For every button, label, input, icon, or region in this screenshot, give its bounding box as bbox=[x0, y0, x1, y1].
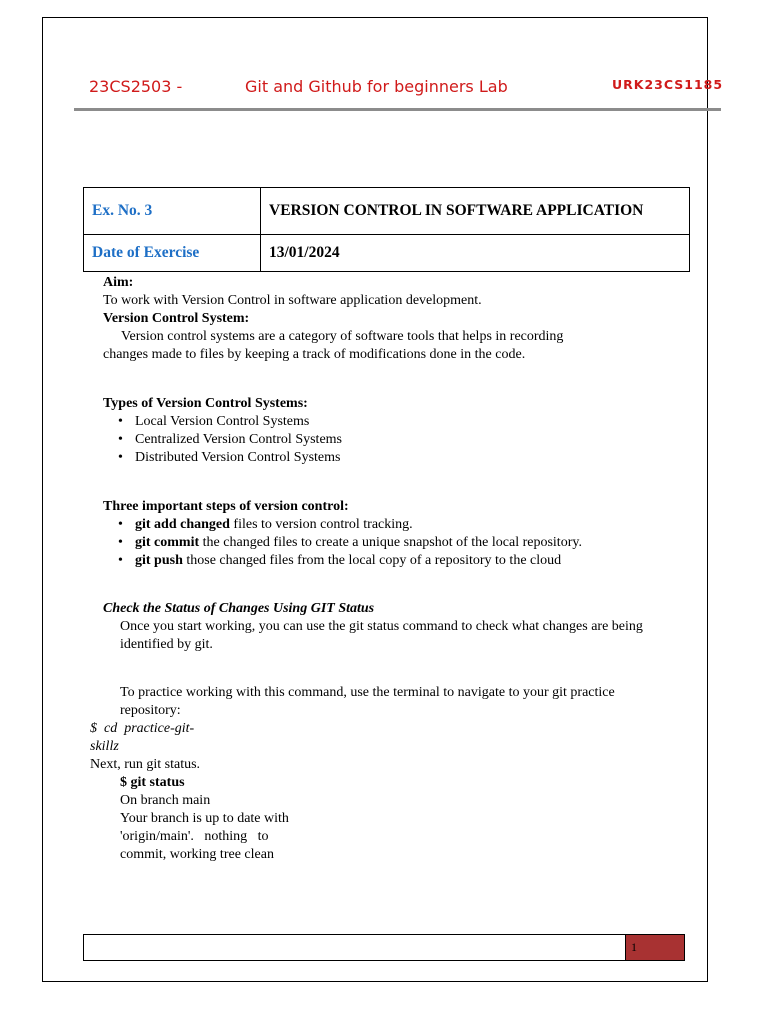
status-output-line2: Your branch is up to date with bbox=[120, 811, 289, 826]
status-p1-line2: identified by git. bbox=[120, 637, 213, 652]
status-heading: Check the Status of Changes Using GIT Status bbox=[103, 601, 375, 616]
status-p2-line1: To practice working with this command, use the terminal to navigate to your git practice bbox=[120, 685, 615, 700]
list-item: • git add changed files to version control tracking. bbox=[118, 517, 413, 532]
date-value: 13/01/2024 bbox=[261, 235, 690, 272]
course-title: Git and Github for beginners Lab bbox=[245, 77, 508, 96]
status-p2-line2: repository: bbox=[120, 703, 181, 718]
aim-text: To work with Version Control in software application development. bbox=[103, 293, 482, 308]
table-row bbox=[84, 188, 690, 235]
vcs-line1: Version control systems are a category of software tools that helps in recording bbox=[121, 329, 564, 344]
git-status-command: $ git status bbox=[120, 775, 185, 790]
list-item: • git commit the changed files to create a unique snapshot of the local repository. bbox=[118, 535, 582, 550]
bullet-icon: • bbox=[118, 432, 123, 447]
bullet-icon: • bbox=[118, 414, 123, 429]
date-label: Date of Exercise bbox=[84, 235, 261, 272]
ex-title: VERSION CONTROL IN SOFTWARE APPLICATION bbox=[261, 188, 690, 235]
ex-label: Ex. No. 3 bbox=[84, 188, 261, 235]
list-item: • Local Version Control Systems bbox=[118, 414, 310, 429]
aim-heading: Aim: bbox=[103, 275, 134, 290]
vcs-line2: changes made to files by keeping a track of modifications done in the code. bbox=[103, 347, 526, 362]
page-number: 1 bbox=[625, 935, 684, 960]
bullet-icon: • bbox=[118, 553, 123, 568]
status-output-line3: 'origin/main'. nothing to bbox=[120, 829, 269, 844]
bullet-icon: • bbox=[118, 450, 123, 465]
exercise-table bbox=[83, 187, 690, 272]
list-item: • git push those changed files from the local copy of a repository to the cloud bbox=[118, 553, 562, 568]
status-p1-line1: Once you start working, you can use the git status command to check what changes are being bbox=[120, 619, 643, 634]
header-rule bbox=[74, 108, 721, 111]
next-step-text: Next, run git status. bbox=[90, 757, 201, 772]
bullet-icon: • bbox=[118, 535, 123, 550]
course-code: 23CS2503 - bbox=[89, 77, 183, 96]
bullet-icon: • bbox=[118, 517, 123, 532]
cd-command-line2: skillz bbox=[90, 739, 119, 754]
status-output-line1: On branch main bbox=[120, 793, 211, 808]
page-footer bbox=[83, 934, 685, 961]
list-item: • Distributed Version Control Systems bbox=[118, 450, 341, 465]
vcs-heading: Version Control System: bbox=[103, 311, 250, 326]
status-output-line4: commit, working tree clean bbox=[120, 847, 274, 862]
steps-heading: Three important steps of version control: bbox=[103, 499, 349, 514]
table-row bbox=[84, 235, 690, 272]
list-item: • Centralized Version Control Systems bbox=[118, 432, 342, 447]
types-heading: Types of Version Control Systems: bbox=[103, 396, 308, 411]
register-number: URK23CS1185 bbox=[612, 77, 724, 92]
cd-command-line1: $ cd practice-git- bbox=[90, 721, 195, 736]
